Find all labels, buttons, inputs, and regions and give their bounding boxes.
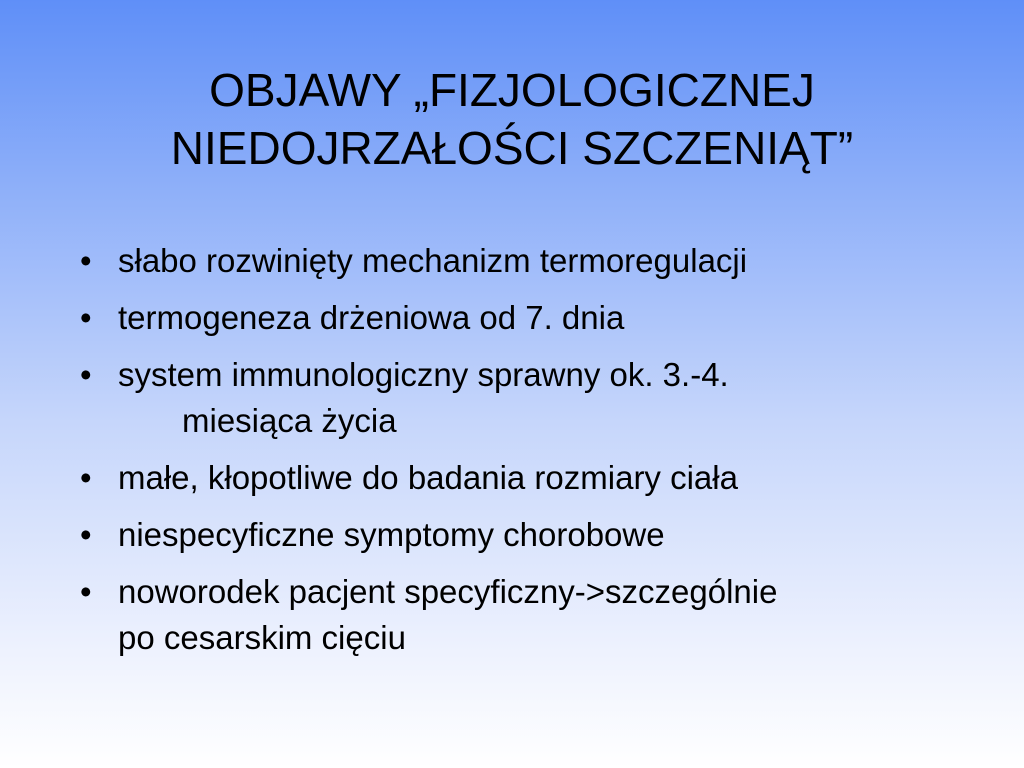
bullet-text: system immunologiczny sprawny ok. 3.-4. xyxy=(118,356,729,393)
bullet-dot-icon: • xyxy=(80,459,92,496)
bullet-item xyxy=(76,238,976,284)
bullet-text: niespecyficzne symptomy chorobowe xyxy=(118,516,665,553)
bullet-item xyxy=(76,455,976,501)
slide-title-line-2: NIEDOJRZAŁOŚCI SZCZENIĄT” xyxy=(170,121,854,174)
bullet-continuation: miesiąca życia xyxy=(182,402,397,439)
bullet-dot-icon: • xyxy=(80,356,92,393)
bullet-item xyxy=(76,352,976,444)
bullet-text: słabo rozwinięty mechanizm termoregulacji xyxy=(118,242,748,279)
bullet-text: małe, kłopotliwe do badania rozmiary ciała xyxy=(118,459,738,496)
bullet-text: termogeneza drżeniowa od 7. dnia xyxy=(118,299,625,336)
bullet-item xyxy=(76,512,976,558)
slide-title xyxy=(60,61,964,177)
bullet-text: noworodek pacjent specyficzny->szczególnie xyxy=(118,573,778,610)
bullet-dot-icon: • xyxy=(80,573,92,610)
bullet-list xyxy=(76,238,976,672)
slide-title-line-1: OBJAWY „FIZJOLOGICZNEJ xyxy=(209,63,815,116)
bullet-continuation: po cesarskim cięciu xyxy=(118,619,406,656)
bullet-dot-icon: • xyxy=(80,242,92,279)
bullet-item xyxy=(76,295,976,341)
bullet-dot-icon: • xyxy=(80,516,92,553)
bullet-dot-icon: • xyxy=(80,299,92,336)
bullet-item xyxy=(76,569,976,661)
